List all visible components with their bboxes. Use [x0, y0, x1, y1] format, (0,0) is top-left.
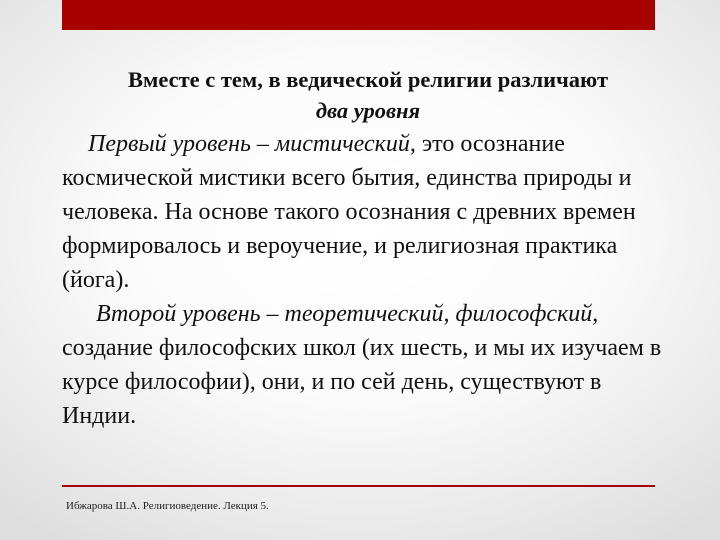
- footer-caption: Ибжарова Ш.А. Религиоведение. Лекция 5.: [66, 500, 269, 512]
- paragraph-second-level-text: создание философских школ (их шесть, и мы их изучаем в курсе философии), они, и по сей день, существуют в Индии.: [62, 335, 662, 429]
- paragraph-first-level-text: это осознание космической мистики всего бытия, единства природы и человека. На основе такого осознания с древних времен формировалось и вероучение, и религиозная практика (йога).: [62, 131, 636, 293]
- slide-heading: [62, 64, 674, 126]
- paragraph-first-level-lead: Первый уровень – мистический,: [88, 131, 416, 157]
- footer-divider: [62, 485, 655, 487]
- top-accent-bar: [62, 0, 655, 30]
- paragraph-second-level: [62, 297, 674, 433]
- paragraph-second-level-lead: Второй уровень – теоретический, философский,: [96, 301, 599, 327]
- heading-line-1: Вместе с тем, в ведической религии различают: [127, 67, 608, 92]
- heading-line-2: два уровня: [315, 98, 421, 123]
- paragraph-first-level: [62, 127, 674, 297]
- slide-content: [62, 64, 674, 433]
